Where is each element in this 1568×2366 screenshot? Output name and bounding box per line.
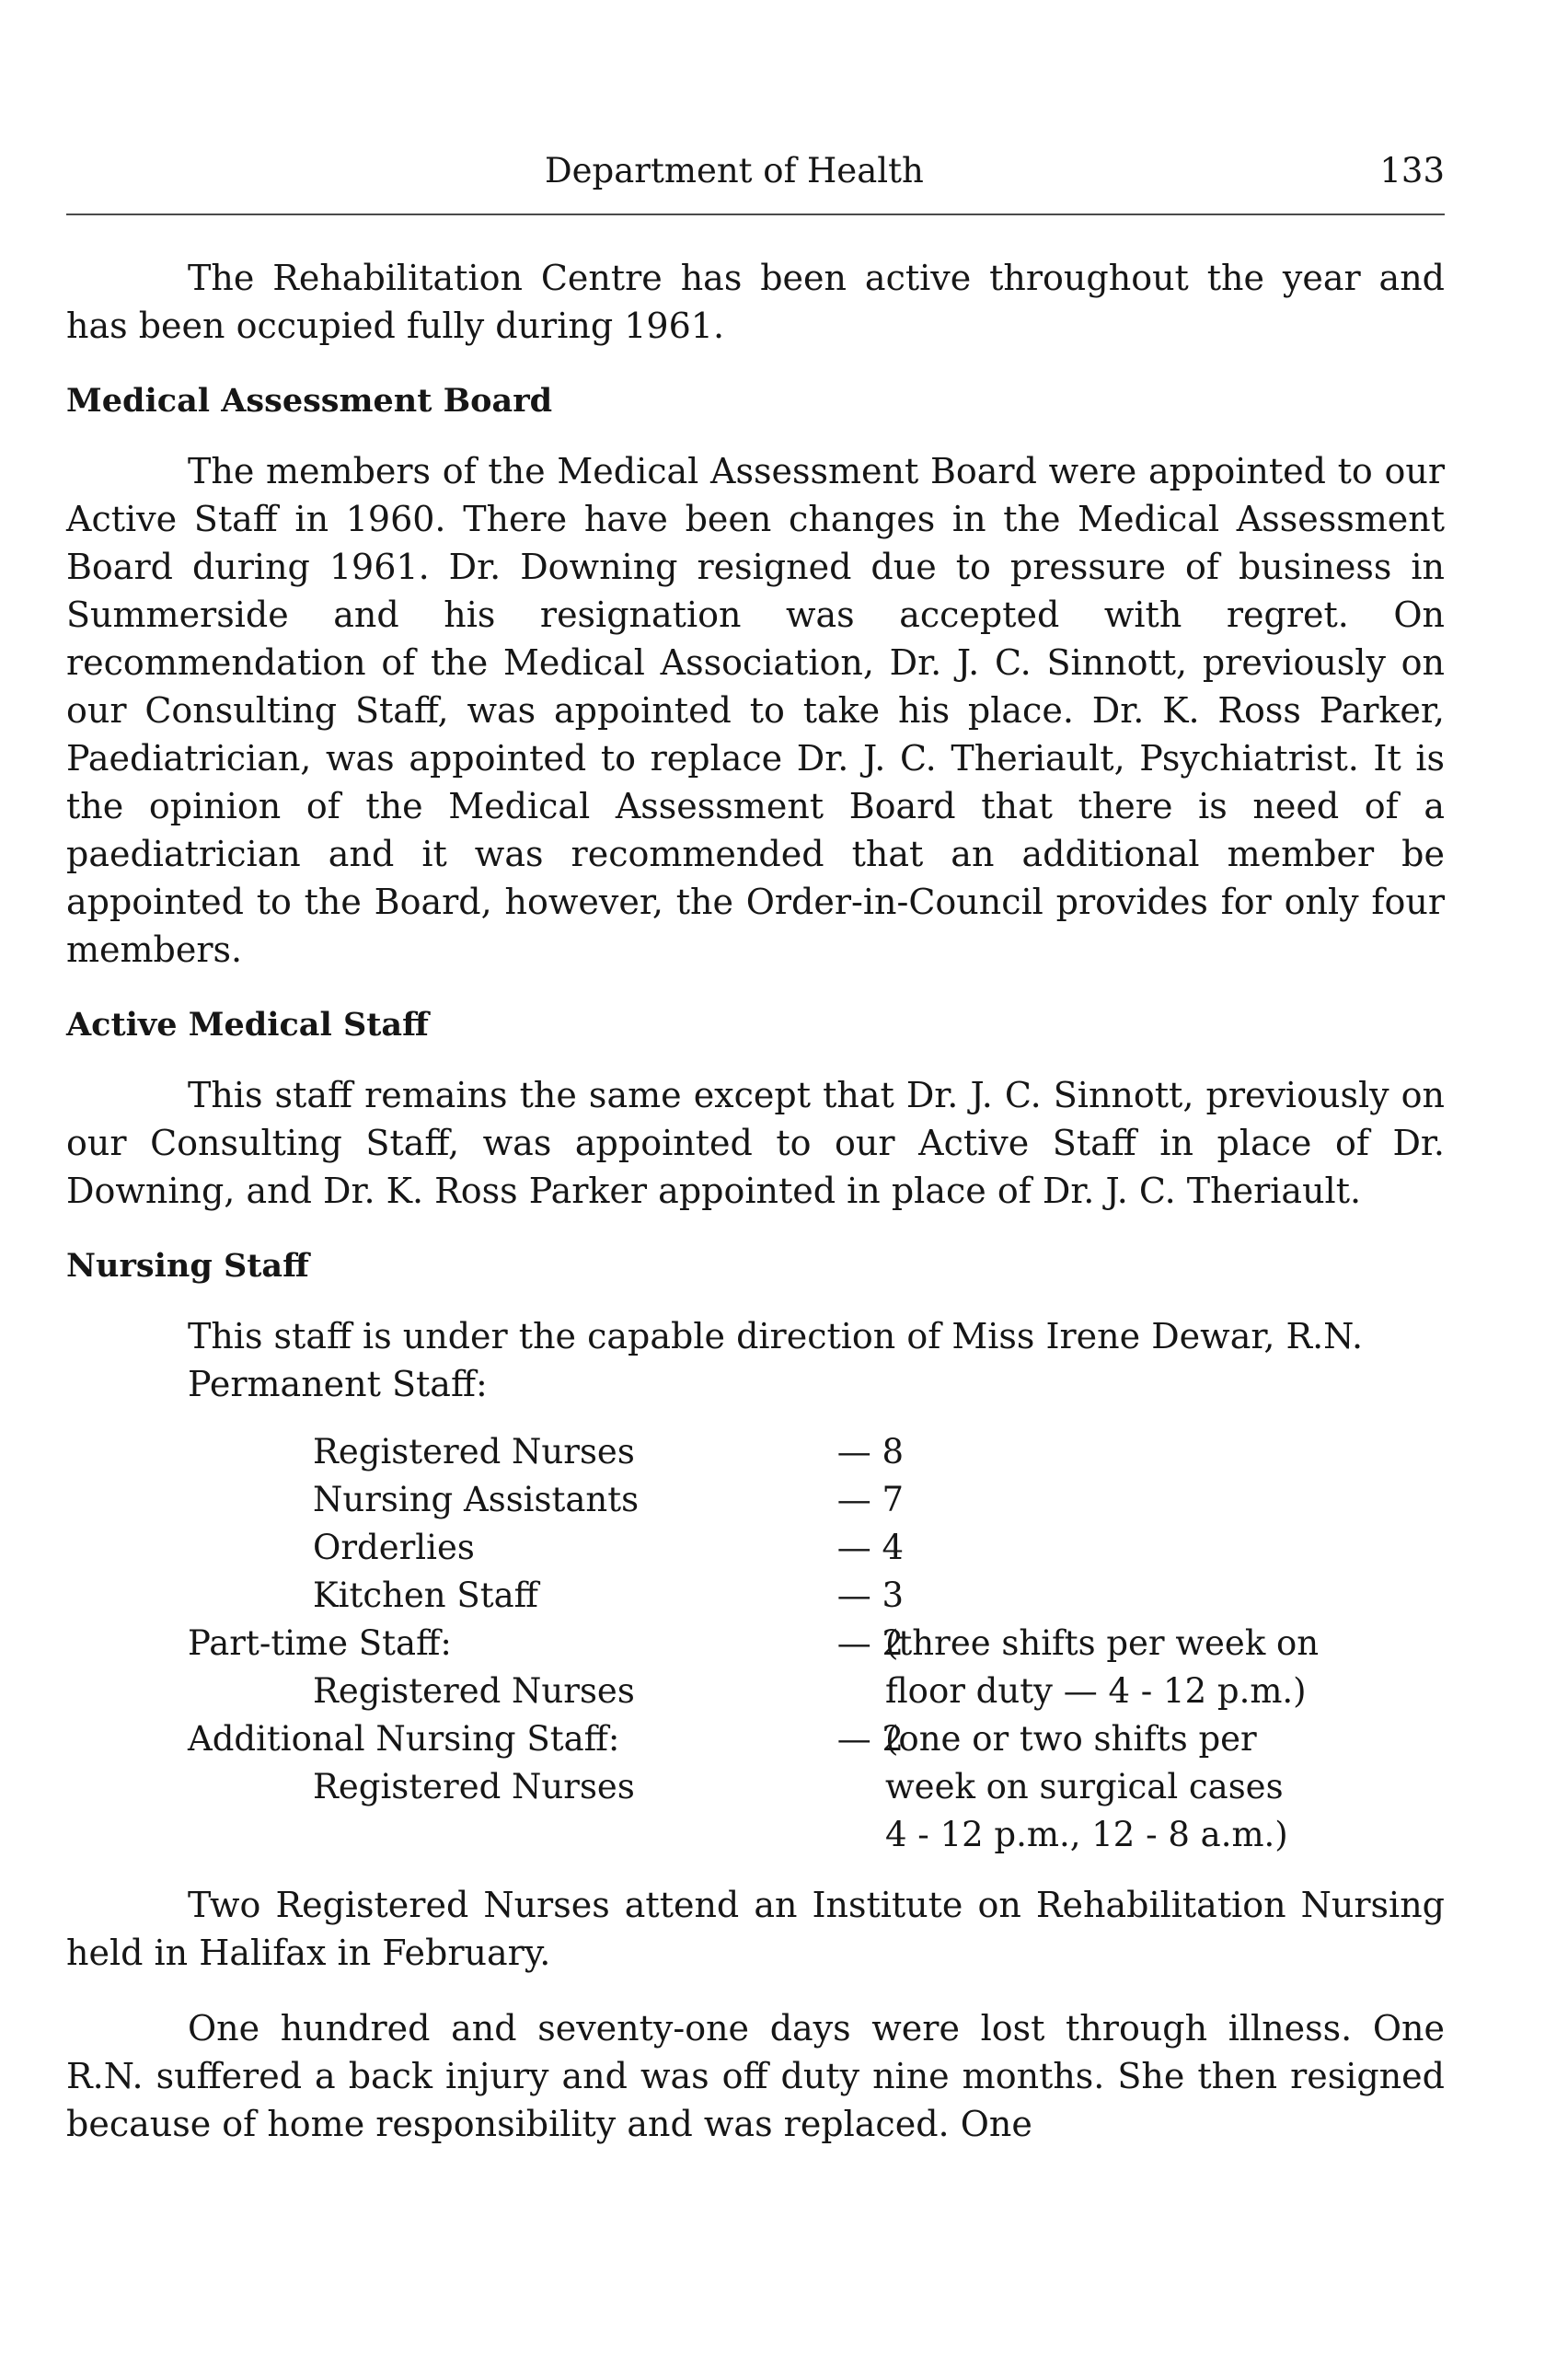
- heading-medical-assessment-board: Medical Assessment Board: [66, 382, 553, 420]
- paragraph-medical-assessment-board: The members of the Medical Assessment Board were appointed to our Active Staff in 1960. There have been changes in the Medical Assessment Board during 1961. Dr. Downing resigned due to pressure of business in Summerside and his resignation was accepted with regret. On recommendation of the Medical Association, Dr. J. C. Sinnott, previously on our Consulting Staff, was appointed to take his place. Dr. K. Ross Parker, Paediatrician, was appointed to replace Dr. J. C. Theriault, Psychiatrist. It is the opinion of the Medical Assessment Board that there is need of a paediatrician and it was recommended that an additional member be appointed to the Board, however, the Order-in-Council provides for only four members.: [66, 451, 1445, 970]
- staff-row-count: — 4: [836, 1528, 904, 1567]
- part-time-staff-note: (three shifts per week on: [885, 1623, 1320, 1663]
- additional-staff-note: 4 - 12 p.m., 12 - 8 a.m.): [885, 1815, 1288, 1854]
- staff-row-label: Registered Nurses: [313, 1432, 635, 1472]
- part-time-staff-sublabel: Registered Nurses: [313, 1671, 635, 1711]
- staff-row-label: Nursing Assistants: [313, 1480, 640, 1519]
- part-time-staff-label: Part-time Staff:: [188, 1623, 452, 1663]
- paragraph-institute: Two Registered Nurses attend an Institute on Rehabilitation Nursing held in Halifax in February.: [66, 1885, 1445, 1973]
- additional-staff-sublabel: Registered Nurses: [313, 1767, 635, 1806]
- additional-staff-note: (one or two shifts per: [885, 1719, 1257, 1759]
- intro-paragraph: The Rehabilitation Centre has been active throughout the year and has been occupied fully during 1961.: [66, 258, 1445, 346]
- page-body: [66, 254, 1445, 2148]
- part-time-staff-count: — 2: [836, 1623, 904, 1663]
- paragraph-active-medical-staff: This staff remains the same except that Dr. J. C. Sinnott, previously on our Consulting Staff, was appointed to our Active Staff in place of Dr. Downing, and Dr. K. Ross Parker appointed in place of Dr. J. C. Theriault.: [66, 1075, 1445, 1211]
- staff-row-count: — 7: [836, 1480, 904, 1519]
- additional-staff-label: Additional Nursing Staff:: [188, 1719, 620, 1759]
- nursing-direction: This staff is under the capable direction of Miss Irene Dewar, R.N.: [188, 1316, 1364, 1356]
- staff-row-label: Orderlies: [313, 1528, 475, 1567]
- heading-active-medical-staff: Active Medical Staff: [66, 1006, 429, 1044]
- staff-row-count: — 8: [836, 1432, 904, 1472]
- part-time-staff-note: floor duty — 4 - 12 p.m.): [885, 1671, 1307, 1711]
- additional-staff-note: week on surgical cases: [885, 1767, 1284, 1806]
- header-title: Department of Health: [545, 151, 924, 190]
- header-rule: [66, 214, 1445, 215]
- running-header: [66, 147, 1445, 195]
- permanent-staff-label: Permanent Staff:: [188, 1364, 488, 1404]
- staff-row-label: Kitchen Staff: [313, 1575, 538, 1615]
- paragraph-illness: One hundred and seventy-one days were lost through illness. One R.N. suffered a back injury and was off duty nine months. She then resigned because of home responsibility and was replaced. One: [66, 2008, 1445, 2144]
- page-number: 133: [1379, 151, 1445, 190]
- nursing-staff-table: [66, 1428, 1445, 1859]
- additional-staff-count: — 2: [836, 1719, 904, 1759]
- heading-nursing-staff: Nursing Staff: [66, 1247, 309, 1285]
- staff-row-count: — 3: [836, 1575, 904, 1615]
